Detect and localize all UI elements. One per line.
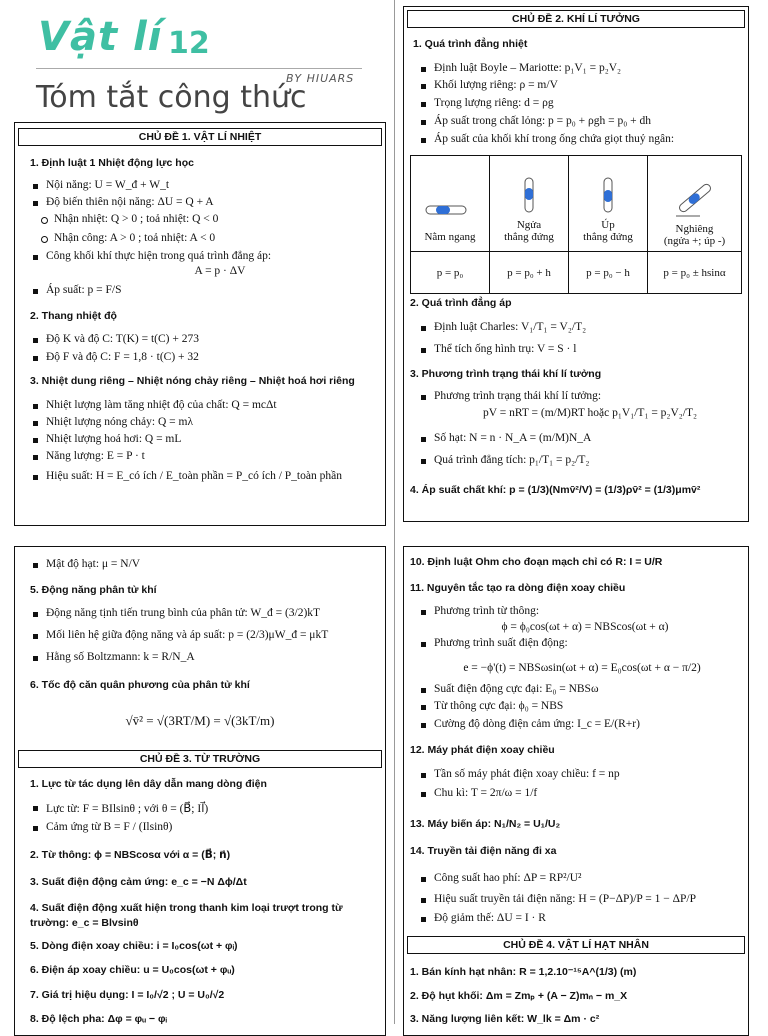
bullet-t3-l3: Mối liên hệ giữa động năng và áp suất: p = (2/3)μW_đ = μkT bbox=[46, 629, 329, 641]
tube-cell-horizontal bbox=[411, 156, 490, 252]
formula-t3-rms: √v̄² = √(3RT/M) = √(3kT/m) bbox=[125, 713, 275, 728]
heading-t4-s11: 11. Nguyên tắc tạo ra dòng điện xoay chiều bbox=[410, 582, 626, 594]
heading-t4-s12: 12. Máy phát điện xoay chiều bbox=[410, 744, 555, 756]
bullet-t2-l6: Định luật Charles: V₁/T₁ = V₂/T₂ bbox=[434, 321, 587, 333]
title-grade: 12 bbox=[168, 26, 210, 61]
heading-t3-s13: 7. Giá trị hiệu dụng: I = I₀/√2 ; U = U₀/√2 bbox=[30, 989, 225, 1001]
heading-t3-s9: 3. Suất điện động cảm ứng: e_c = −N Δϕ/Δt bbox=[30, 876, 247, 888]
page-subtitle: Tóm tắt công thức bbox=[36, 80, 307, 115]
bullet-t4-l8: Công suất hao phí: ΔP = RP²/U² bbox=[434, 872, 582, 884]
bullet-t3-l6: Lực từ: F = BIlsinθ ; với θ = (B⃗; Il⃗) bbox=[46, 803, 209, 815]
tube-label-inverted: Úp bbox=[601, 219, 615, 231]
heading-t3-s11: 5. Dòng điện xoay chiều: i = I₀cos(ωt + φᵢ) bbox=[30, 940, 238, 952]
byline: BY HIUARS bbox=[286, 72, 355, 85]
bullet-t3-l1: Mật độ hạt: μ = N/V bbox=[46, 558, 141, 570]
bullet-t1-l10: Nhiệt lượng nóng chảy: Q = mλ bbox=[46, 416, 194, 428]
section-header-topic-1: CHỦ ĐỀ 1. VẬT LÍ NHIỆT bbox=[18, 128, 382, 146]
tube-formula-horizontal: p = p₀ bbox=[411, 252, 490, 294]
tube-formula-upright: p = p₀ + h bbox=[490, 252, 569, 294]
formula-t4-l2: e = −ϕ'(t) = NBSωsin(ωt + α) = E₀cos(ωt + α − π/2) bbox=[463, 662, 701, 674]
section-header-topic-2: CHỦ ĐỀ 2. KHÍ LÍ TƯỞNG bbox=[407, 10, 745, 28]
tube-cell-inverted bbox=[569, 156, 648, 252]
bullet-t2-l10: Quá trình đẳng tích: p₁/T₁ = p₂/T₂ bbox=[434, 454, 590, 466]
column-frame-left-bottom bbox=[14, 546, 386, 1036]
tube-label-horizontal: Nằm ngang bbox=[424, 231, 476, 243]
heading-t3-s8: 2. Từ thông: ϕ = NBScosα với α = (B⃗; n⃗) bbox=[30, 849, 231, 861]
bullet-t1-l7: Độ K và độ C: T(K) = t(C) + 273 bbox=[46, 333, 199, 345]
heading-t2-s2: 2. Quá trình đẳng áp bbox=[410, 297, 512, 309]
bullet-t1-l1: Nội năng: U = W_đ + W_t bbox=[46, 179, 170, 191]
bullet-t3-l4: Hằng số Boltzmann: k = R/N_A bbox=[46, 651, 195, 663]
bullet-t4-l7: Chu kì: T = 2π/ω = 1/f bbox=[434, 787, 538, 799]
tube-formula-inclined: p = p₀ ± hsinα bbox=[648, 252, 742, 294]
bullet-t2-l4: Áp suất trong chất lỏng: p = p₀ + ρgh = p₀ + dh bbox=[434, 115, 651, 127]
tube-label-inclined: Nghiêng bbox=[675, 223, 714, 235]
heading-t3-s14: 8. Độ lệch pha: Δφ = φᵤ − φᵢ bbox=[30, 1013, 167, 1025]
bullet-t4-l4: Từ thông cực đại: ϕ₀ = NBS bbox=[434, 700, 564, 712]
heading-t3-s10: 4. Suất điện động xuất hiện trong thanh kim loại trượt trong từ bbox=[30, 902, 343, 914]
heading-t2-s4: 4. Áp suất chất khí: p = (1/3)(Nmv̄²/V) = (1/3)ρv̄² = (1/3)μmv̄² bbox=[410, 484, 701, 496]
inverted-tube-icon bbox=[593, 176, 623, 216]
bullet-t4-l2: Phương trình suất điện động: bbox=[434, 637, 568, 649]
bullet-t2-l9: Số hạt: N = n · N_A = (m/M)N_A bbox=[434, 432, 592, 444]
bullet-t2-l3: Trọng lượng riêng: d = ρg bbox=[434, 97, 554, 109]
bullet-t1-l13: Hiệu suất: H = E_có ích / E_toàn phần = P_có ích / P_toàn phần bbox=[46, 470, 342, 482]
bullet-t2-l8: Phương trình trạng thái khí lí tưởng: bbox=[434, 390, 602, 402]
tube-label-inclined-2: (ngửa +; úp -) bbox=[663, 235, 726, 247]
bullet-t1-l9: Nhiệt lượng làm tăng nhiệt độ của chất: Q = mcΔt bbox=[46, 399, 277, 411]
heading-t3-s7: 1. Lực từ tác dụng lên dây dẫn mang dòng điện bbox=[30, 778, 267, 790]
tube-formula-inverted: p = p₀ − h bbox=[569, 252, 648, 294]
bullet-t4-l10: Độ giảm thế: ΔU = I · R bbox=[434, 912, 546, 924]
bullet-t1-l5: Công khối khí thực hiện trong quá trình đẳng áp: bbox=[46, 250, 272, 262]
title-rule bbox=[36, 68, 362, 69]
heading-t4-s14: 14. Truyền tải điện năng đi xa bbox=[410, 845, 557, 857]
tube-cell-inclined bbox=[648, 156, 742, 252]
heading-t3-s10b: trường: e_c = Blvsinθ bbox=[30, 917, 139, 929]
heading-t3-s5: 5. Động năng phân tử khí bbox=[30, 584, 157, 596]
bullet-t1-l11: Nhiệt lượng hoá hơi: Q = mL bbox=[46, 433, 182, 445]
bullet-t2-l1: Định luật Boyle – Mariotte: p₁V₁ = p₂V₂ bbox=[434, 62, 622, 74]
bullet-t1-l8: Độ F và độ C: F = 1,8 · t(C) + 32 bbox=[46, 351, 199, 363]
heading-t1-s2: 2. Thang nhiệt độ bbox=[30, 310, 117, 322]
bullet-t4-l9: Hiệu suất truyền tải điện năng: H = (P−ΔP)/P = 1 − ΔP/P bbox=[434, 893, 696, 905]
heading-t4-s17: 3. Năng lượng liên kết: W_lk = Δm · c² bbox=[410, 1013, 600, 1025]
section-header-topic-3: CHỦ ĐỀ 3. TỪ TRƯỜNG bbox=[18, 750, 382, 768]
formula-t4-l1: ϕ = ϕ₀cos(ωt + α) = NBScos(ωt + α) bbox=[501, 621, 669, 633]
heading-t3-s6: 6. Tốc độ căn quân phương của phân tử khí bbox=[30, 679, 250, 691]
formula-t2-l8: pV = nRT = (m/M)RT hoặc p₁V₁/T₁ = p₂V₂/T₂ bbox=[483, 407, 697, 419]
title-word: Vật lí bbox=[38, 14, 163, 60]
bullet-t4-l1: Phương trình từ thông: bbox=[434, 605, 540, 617]
bullet-t4-l3: Suất điện động cực đại: E₀ = NBSω bbox=[434, 683, 599, 695]
bullet-t2-l5: Áp suất của khối khí trong ống chứa giọt thuỷ ngân: bbox=[434, 133, 675, 145]
heading-t1-s1: 1. Định luật 1 Nhiệt động lực học bbox=[30, 157, 194, 169]
bullet-t1-l12: Năng lượng: E = P · t bbox=[46, 450, 145, 462]
heading-t3-s12: 6. Điện áp xoay chiều: u = U₀cos(ωt + φᵤ) bbox=[30, 964, 235, 976]
heading-t1-s3: 3. Nhiệt dung riêng – Nhiệt nóng chảy riêng – Nhiệt hoá hơi riêng bbox=[30, 375, 355, 387]
bullet-t2-l7: Thể tích ống hình trụ: V = S · l bbox=[434, 343, 577, 355]
subbullet-t1-l4: Nhận công: A > 0 ; toả nhiệt: A < 0 bbox=[54, 232, 216, 244]
bullet-t1-l2: Độ biến thiên nội năng: ΔU = Q + A bbox=[46, 196, 214, 208]
mercury-tube-table bbox=[410, 155, 742, 294]
tube-label-upright-2: thẳng đứng bbox=[504, 231, 554, 243]
heading-t2-s3: 3. Phương trình trạng thái khí lí tưởng bbox=[410, 368, 602, 380]
heading-t4-s10: 10. Định luật Ohm cho đoạn mạch chỉ có R: I = U/R bbox=[410, 556, 663, 568]
bullet-t2-l2: Khối lượng riêng: ρ = m/V bbox=[434, 79, 558, 91]
bullet-t1-l6: Áp suất: p = F/S bbox=[46, 284, 122, 296]
heading-t4-s15: 1. Bán kính hạt nhân: R = 1,2.10⁻¹⁵A^(1/3) (m) bbox=[410, 966, 637, 978]
bullet-t4-l5: Cường độ dòng điện cảm ứng: I_c = E/(R+r) bbox=[434, 718, 640, 730]
upright-tube-icon bbox=[514, 176, 544, 216]
bullet-t3-l7: Cảm ứng từ B = F / (Ilsinθ) bbox=[46, 821, 173, 833]
tube-label-upright: Ngửa bbox=[516, 219, 542, 231]
heading-t4-s13: 13. Máy biến áp: N₁/N₂ = U₁/U₂ bbox=[410, 818, 561, 830]
horizontal-tube-icon bbox=[420, 188, 480, 228]
page-divider bbox=[394, 0, 395, 1024]
subbullet-t1-l3: Nhận nhiệt: Q > 0 ; toả nhiệt: Q < 0 bbox=[54, 213, 219, 225]
heading-t4-s16: 2. Độ hụt khối: Δm = Zmₚ + (A − Z)mₙ − m_X bbox=[410, 990, 628, 1002]
tube-cell-upright bbox=[490, 156, 569, 252]
inclined-tube-icon bbox=[670, 176, 720, 220]
bullet-t4-l6: Tần số máy phát điện xoay chiều: f = np bbox=[434, 768, 620, 780]
bullet-t3-l2: Động năng tịnh tiến trung bình của phân tử: W_đ = (3/2)kT bbox=[46, 607, 321, 619]
formula-t1-l5: A = p · ΔV bbox=[194, 265, 246, 277]
section-header-topic-4: CHỦ ĐỀ 4. VẬT LÍ HẠT NHÂN bbox=[407, 936, 745, 954]
tube-label-inverted-2: thẳng đứng bbox=[583, 231, 633, 243]
heading-t2-s1: 1. Quá trình đẳng nhiệt bbox=[413, 38, 528, 50]
